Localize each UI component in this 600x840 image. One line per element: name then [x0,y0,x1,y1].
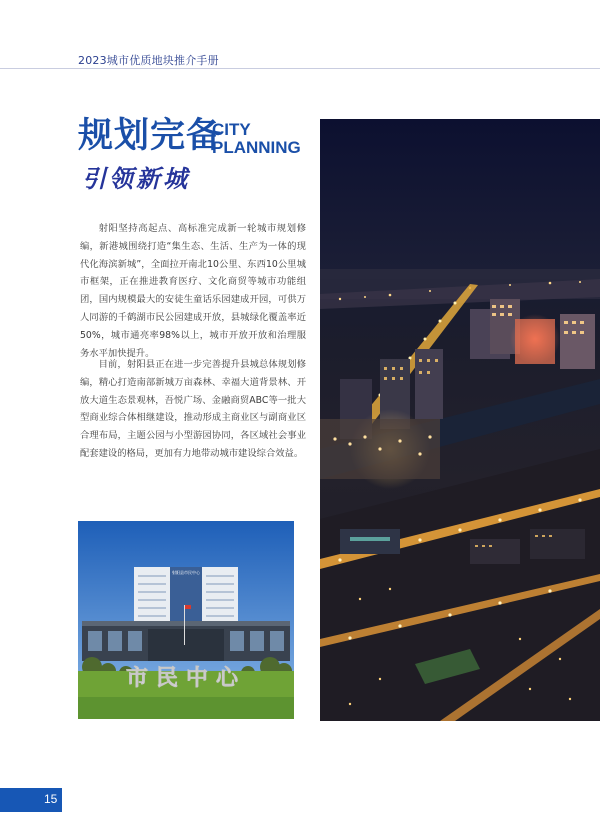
section-title-en-line2: PLANNING [212,138,301,157]
night-city-photo [320,119,600,721]
section-title-en-line1: CITY [212,120,251,139]
section-title-cn: 规划完备 [78,116,223,156]
citizen-center-illustration [78,521,294,719]
page-number: 15 [44,792,58,806]
body-paragraph-1: 射阳坚持高起点、高标准完成新一轮城市规划修编，新港城围绕打造“集生态、生活、生产为一体的现代化海滨新城”，全面拉开南北10公里、东西10公里城市框架，正在推进教育医疗、文化商贸等城市功能组团，国内规模最大的安徒生童话乐园建成开园，可供万人同游的千鹤湖市民公园建成开放，县城绿化覆盖率近50%，城市通亮率98%以上，城市开放开放和治理服务水平加快提升。 [80,223,306,359]
header-title: 2023城市优质地块推介手册 [78,54,219,67]
body-paragraph-2: 目前，射阳县正在进一步完善提升县城总体规划修编，精心打造南部新城万亩森林、幸福大道背景林、开放大道生态景观林，吾悦广场、金融商贸ABC等一批大型商业综合体相继建设，推动形成主商业区与副商业区合理布局，主题公园与小型游园协同，各区域社会事业配套建设的格局，更加有力地带动城市建设综合效益。 [80,359,306,459]
section-title-en [212,121,301,157]
section-subtitle-cn: 引领新城 [82,164,190,193]
header-divider [0,68,600,69]
building-sign: 射阳县市民中心 [172,570,200,575]
ground-lettering: 市民中心 [125,666,247,691]
citizen-center-photo [78,521,294,719]
night-city-illustration [320,119,600,721]
